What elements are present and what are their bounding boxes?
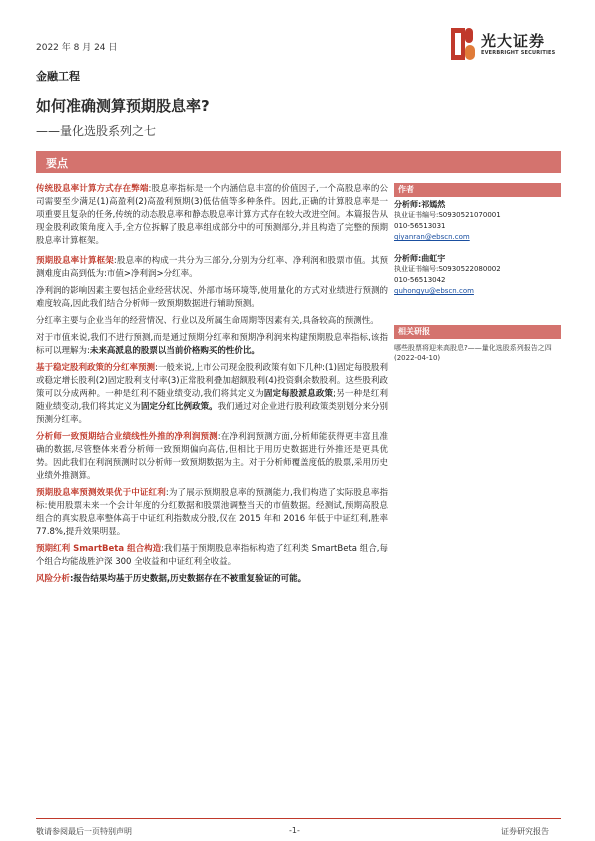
paragraph-text: :一般来说,上市公司现金股利政策有如下几种:(1)固定每股股利或稳定增长股利(2)固定股利支付率(3)正常股利叠加超额股利(4)投资剩余数股利。这些股利政策可以分成两种。一种是红利不随业绩变动,我们将其定义为 bbox=[36, 363, 388, 399]
summary-paragraph bbox=[36, 573, 388, 586]
summary-paragraph bbox=[36, 543, 388, 569]
paragraph-text: :股息率的构成一共分为三部分,分别为分红率、净利润和股票市值。其预测难度由高到低为:市值>净利润>分红率。 bbox=[36, 256, 388, 279]
report-category: 金融工程 bbox=[36, 70, 80, 83]
paragraph-text: 我们通过对企业进行股利政策类别划分来分别预测分红率。 bbox=[36, 402, 388, 425]
highlight-text: 分析师一致预期结合业绩线性外推的净利润预测 bbox=[36, 432, 218, 442]
report-title: 如何准确测算预期股息率? bbox=[36, 97, 210, 115]
paragraph-text: :在净利润预测方面,分析师能获得更丰富且准确的数据,尽管整体来看分析师一致预期偏向高估,但相比于用历史数据进行外推还是更具优势。因此我们在利润预测时以分析师一致预期数据为主。对于分析师覆盖度低的股票,采用历史业绩外推测算。 bbox=[36, 432, 388, 481]
bold-text: 固定每股派息政策 bbox=[263, 389, 334, 399]
summary-label: 要点 bbox=[46, 157, 68, 170]
paragraph-text: :股息率指标是一个内涵信息丰富的价值因子,一个高股息率的公司需要至少满足(1)高盈利(2)高盈利预期(3)低估值等多种条件。因此,正确的计算股息率是一项重要且复杂的任务,传统的动态股息率和静态股息率计算方式存在较大改进空间。本篇报告从现金股利政策角度入手,全方位拆解了股息率组成部分中的可预测部分,并且构造了完整的预期股息率计算框架。 bbox=[36, 184, 388, 246]
bold-text: 固定分红比例政策。 bbox=[140, 402, 218, 412]
author-panel-header: 作者 bbox=[394, 183, 561, 197]
related-reports-panel bbox=[394, 325, 561, 363]
report-date: 2022 年 8 月 24 日 bbox=[36, 43, 118, 53]
footer-disclaimer: 敬请参阅最后一页特别声明 bbox=[36, 827, 132, 836]
related-report-link[interactable]: 哪些股票将迎来高股息?——量化选股系列报告之四(2022-04-10) bbox=[394, 344, 552, 362]
summary-paragraph bbox=[36, 487, 388, 539]
summary-paragraph bbox=[36, 315, 388, 328]
highlight-text: 预期红利 SmartBeta 组合构造 bbox=[36, 544, 162, 554]
analyst-phone: 010-56513031 bbox=[394, 222, 446, 230]
related-reports-header: 相关研报 bbox=[394, 325, 561, 339]
analyst-license: 执业证书编号:S0930522080002 bbox=[394, 265, 501, 273]
paragraph-text: 对于市值来说,我们不进行预测,而是通过预期分红率和预期净利润来构建预期股息率指标,该指标可以理解为: bbox=[36, 333, 388, 356]
logo-text-cn: 光大证券 bbox=[481, 32, 546, 50]
logo-text-en: EVERBRIGHT SECURITIES bbox=[481, 50, 556, 56]
analyst-email-link[interactable]: qiyanran@ebscn.com bbox=[394, 233, 470, 241]
analyst-license: 执业证书编号:S0930521070001 bbox=[394, 211, 501, 219]
summary-paragraph bbox=[36, 362, 388, 427]
summary-paragraph bbox=[36, 183, 388, 248]
analyst-email-link[interactable]: quhongyu@ebscn.com bbox=[394, 287, 474, 295]
summary-body bbox=[36, 183, 388, 590]
report-subtitle: ——量化选股系列之七 bbox=[36, 124, 157, 138]
highlight-text: 传统股息率计算方式存在弊端 bbox=[36, 184, 149, 194]
summary-paragraph bbox=[36, 255, 388, 281]
analyst-name: 分析师:曲虹宇 bbox=[394, 254, 446, 263]
paragraph-text: 分红率主要与企业当年的经营情况、行业以及所属生命周期等因素有关,具备较高的预测性。 bbox=[36, 316, 379, 326]
highlight-text: 基于稳定股利政策的分红率预测 bbox=[36, 363, 156, 373]
summary-paragraph bbox=[36, 332, 388, 358]
highlight-text: 预期股息率预测效果优于中证红利 bbox=[36, 488, 166, 498]
paragraph-text: :为了展示预期股息率的预测能力,我们构造了实际股息率指标:使用股票未来一个会计年度的分红数据和股票池调整当天的市值数据。经测试,预期高股息组合的真实股息率整体高于中证红利指数成分股,仅在 2015 年和 2016 年低于中证红利,胜率 77.8%,提升效果明显。 bbox=[36, 488, 388, 537]
company-logo bbox=[451, 28, 563, 62]
everbright-logo-icon bbox=[451, 28, 475, 60]
highlight-text: 风险分析 bbox=[36, 574, 71, 584]
summary-banner bbox=[36, 151, 561, 173]
analyst-phone: 010-56513042 bbox=[394, 276, 446, 284]
paragraph-text: :我们基于预期股息率指标构造了红利类 SmartBeta 组合,每个组合均能战胜沪深 300 全收益和中证红利全收益。 bbox=[36, 544, 388, 567]
analyst-name: 分析师:祁嫣然 bbox=[394, 200, 446, 209]
author-panel bbox=[394, 183, 561, 297]
paragraph-text: 净利润的影响因素主要包括企业经营状况、外部市场环境等,使用量化的方式对业绩进行预测的难度较高,因此我们结合分析师一致预期数据进行辅助预测。 bbox=[36, 286, 388, 309]
paragraph-text: ;另一种是红利随业绩变动,我们将其定义为 bbox=[36, 389, 388, 412]
summary-paragraph bbox=[36, 431, 388, 483]
footer-doc-type: 证券研究报告 bbox=[501, 827, 549, 836]
bold-text: :报告结果均基于历史数据,历史数据存在不被重复验证的可能。 bbox=[70, 574, 307, 584]
summary-paragraph bbox=[36, 285, 388, 311]
highlight-text: 预期股息率计算框架 bbox=[36, 256, 114, 266]
bold-text: 未来高派息的股票以当前价格购买的性价比。 bbox=[89, 346, 260, 356]
page-number: -1- bbox=[289, 826, 300, 835]
footer-divider bbox=[36, 818, 561, 819]
